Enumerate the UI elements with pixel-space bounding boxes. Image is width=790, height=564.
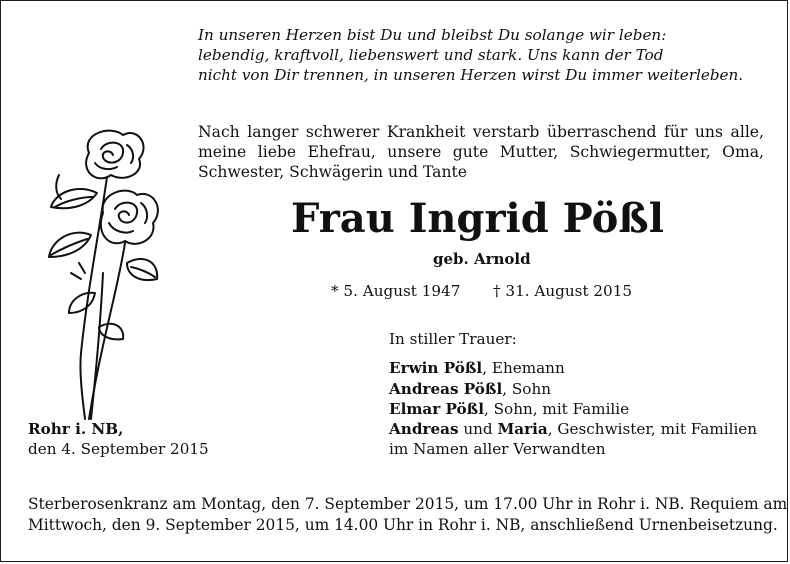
intro-line: Schwester, Schwägerin und Tante (198, 163, 467, 181)
death-date: † 31. August 2015 (493, 282, 633, 300)
mourner-relation: , Sohn (502, 380, 552, 398)
mourner-name: Andreas Pößl (389, 380, 503, 398)
mourner-entry (389, 420, 757, 439)
mourner-relation: , Geschwister, mit Familien (547, 420, 758, 438)
mourner-joiner: und (458, 420, 498, 438)
mourner-name: Maria (497, 420, 548, 438)
poem-line: In unseren Herzen bist Du und bleibst Du solange wir leben: (198, 26, 667, 44)
poem-line: nicht von Dir trennen, in unseren Herzen wirst Du immer weiterleben. (198, 66, 744, 84)
mourner-entry (389, 400, 629, 419)
mourner-name: Elmar Pößl (389, 400, 484, 418)
birth-date: * 5. August 1947 (331, 282, 461, 300)
mourner-relation: , Ehemann (482, 359, 565, 377)
place: Rohr i. NB, (28, 420, 124, 438)
mourner-entry (389, 359, 565, 378)
rose-icon (41, 123, 161, 423)
mourners-closing: im Namen aller Verwandten (389, 440, 606, 458)
mourner-name: Erwin Pößl (389, 359, 483, 377)
mourners-heading: In stiller Trauer: (389, 330, 517, 348)
deceased-name: Frau Ingrid Pößl (291, 195, 664, 242)
funeral-notice-line: Mittwoch, den 9. September 2015, um 14.00 Uhr in Rohr i. NB, anschließend Urnenbeisetzung. (28, 516, 778, 534)
notice-date: den 4. September 2015 (28, 440, 209, 458)
mourner-relation: , Sohn, mit Familie (484, 400, 630, 418)
birth-name: geb. Arnold (433, 250, 531, 268)
poem-line: lebendig, kraftvoll, liebenswert und stark. Uns kann der Tod (198, 46, 664, 64)
intro-line: Nach langer schwerer Krankheit verstarb überraschend für uns alle, (198, 123, 764, 141)
mourner-name: Andreas (389, 420, 459, 438)
intro-line: meine liebe Ehefrau, unsere gute Mutter, Schwiegermutter, Oma, (198, 143, 764, 161)
funeral-notice-line: Sterberosenkranz am Montag, den 7. September 2015, um 17.00 Uhr in Rohr i. NB. Requiem am (28, 495, 788, 513)
mourner-entry (389, 380, 551, 399)
